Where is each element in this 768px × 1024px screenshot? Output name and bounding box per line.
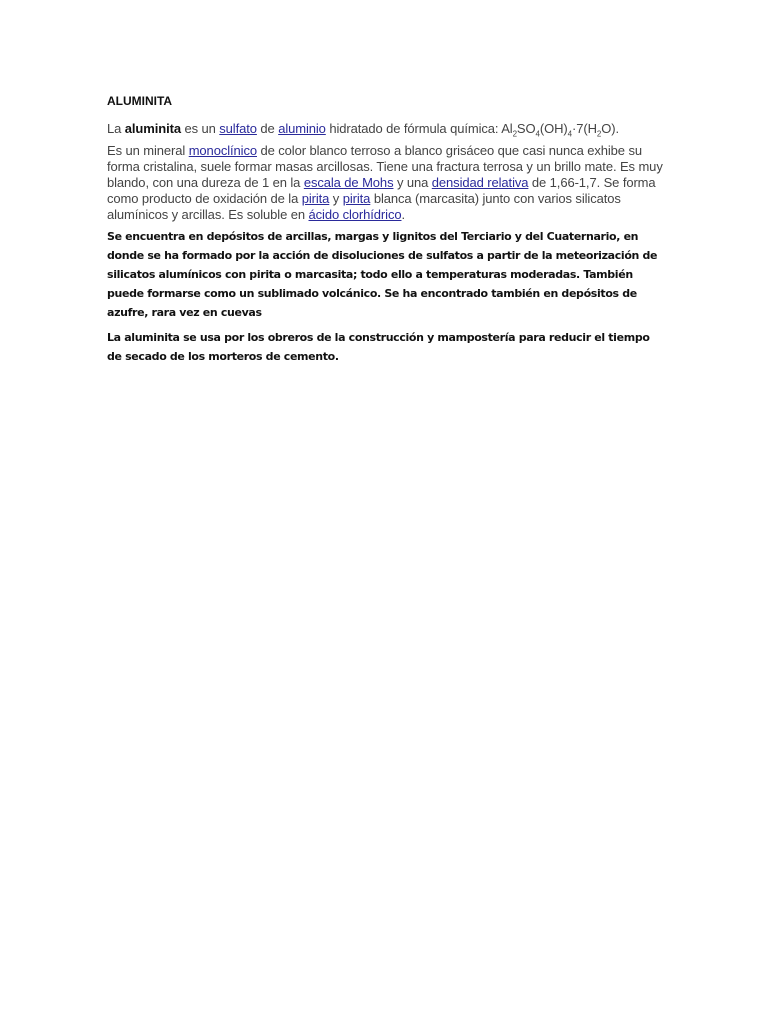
text-segment: hidratado de fórmula química: Al bbox=[325, 121, 513, 136]
formula-subscript: 4 bbox=[567, 129, 572, 139]
link-acido-clorhidrico[interactable]: ácido clorhídrico bbox=[308, 207, 402, 222]
text-segment: de 1,66-1,7. Se forma como producto de oxidación de la bbox=[107, 175, 656, 206]
term-aluminita: aluminita bbox=[124, 121, 181, 136]
text-segment: es un bbox=[180, 121, 220, 136]
paragraph-uses: La aluminita se usa por los obreros de la construcción y mampostería para reducir el tiempo de secado de los morteros de cemento. bbox=[107, 331, 650, 363]
link-aluminio[interactable]: aluminio bbox=[278, 121, 326, 136]
text-segment: y bbox=[329, 191, 343, 206]
text-segment: O). bbox=[601, 121, 620, 136]
paragraph-occurrence: Se encuentra en depósitos de arcillas, margas y lignitos del Terciario y del Cuaternario, en donde se ha formado por la acción de disoluciones de sulfatos a partir de la meteorización de silicatos alumínicos con pirita o marcasita; todo ello a temperaturas moderadas. También puede formarse como un sublimado volcánico. Se ha encontrado también en depósitos de azufre, rara vez en cuevas bbox=[107, 230, 658, 319]
formula-subscript: 2 bbox=[512, 129, 517, 139]
text-segment: (OH) bbox=[539, 121, 568, 136]
document-body bbox=[107, 93, 667, 366]
text-segment: blanca (marcasita) junto con varios silicatos alumínicos y arcillas. Es soluble en bbox=[107, 191, 621, 222]
paragraph-properties bbox=[107, 143, 667, 223]
link-densidad-relativa[interactable]: densidad relativa bbox=[431, 175, 529, 190]
formula-subscript: 4 bbox=[535, 129, 540, 139]
document-title: ALUMINITA bbox=[107, 94, 173, 108]
link-pirita[interactable]: pirita bbox=[301, 191, 330, 206]
text-segment: de bbox=[256, 121, 279, 136]
text-segment: de color blanco terroso a blanco grisáceo que casi nunca exhibe su forma cristalina, suele formar masas arcillosas. Tiene una fractura terrosa y un brillo mate. Es muy blando, con una dureza de 1 en la bbox=[107, 143, 663, 190]
text-segment: La bbox=[107, 121, 125, 136]
text-segment: y una bbox=[393, 175, 432, 190]
link-escala-de-mohs[interactable]: escala de Mohs bbox=[303, 175, 394, 190]
link-monoclinico[interactable]: monoclínico bbox=[188, 143, 257, 158]
text-segment: SO bbox=[516, 121, 536, 136]
text-segment: ·7(H bbox=[572, 121, 597, 136]
formula-subscript: 2 bbox=[596, 129, 602, 139]
link-pirita-blanca[interactable]: pirita bbox=[342, 191, 371, 206]
link-sulfato[interactable]: sulfato bbox=[219, 121, 257, 136]
text-segment: . bbox=[401, 207, 405, 222]
text-segment: Es un mineral bbox=[107, 143, 189, 158]
paragraph-definition bbox=[107, 121, 667, 137]
